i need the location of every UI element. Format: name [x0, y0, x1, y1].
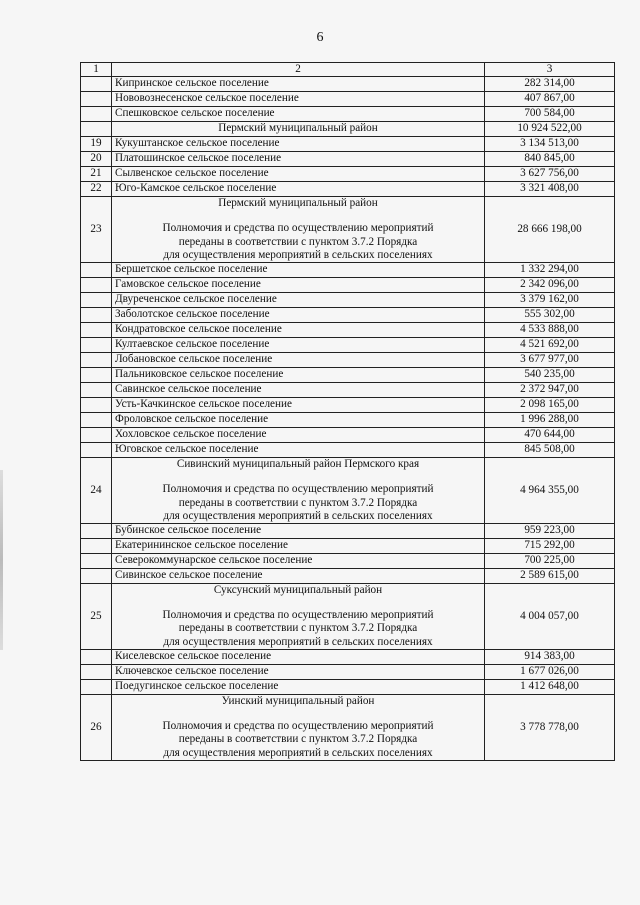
row-number: 22 [81, 182, 112, 197]
district-note-line: для осуществления мероприятий в сельских поселениях [163, 635, 433, 648]
amount-value: 3 677 977,00 [485, 353, 615, 368]
settlement-name: Кипринское сельское поселение [112, 77, 485, 92]
row-number [81, 538, 112, 553]
table-row [81, 182, 615, 197]
amount-value: 3 134 513,00 [485, 137, 615, 152]
table-row [81, 353, 615, 368]
row-number [81, 293, 112, 308]
table-row [81, 538, 615, 553]
amount-value: 2 589 615,00 [485, 568, 615, 583]
table-row [81, 107, 615, 122]
district-note-line: переданы в соответствии с пунктом 3.7.2 Порядка [178, 496, 418, 509]
settlement-name: Култаевское сельское поселение [112, 338, 485, 353]
table-row [81, 278, 615, 293]
row-number [81, 278, 112, 293]
settlement-name: Бубинское сельское поселение [112, 523, 485, 538]
table-row [81, 443, 615, 458]
district-name: Суксунский муниципальный район [213, 583, 383, 596]
budget-table [80, 62, 615, 761]
district-name: Пермский муниципальный район [218, 197, 378, 210]
settlement-name: Поедугинское сельское поселение [112, 679, 485, 694]
row-number [81, 649, 112, 664]
table-row [81, 308, 615, 323]
amount-value: 4 521 692,00 [485, 338, 615, 353]
scan-edge-shadow [0, 470, 3, 650]
district-block-description [112, 694, 485, 760]
table-row [81, 398, 615, 413]
amount-value: 959 223,00 [485, 523, 615, 538]
district-note-line: для осуществления мероприятий в сельских поселениях [163, 248, 433, 261]
amount-value: 914 383,00 [485, 649, 615, 664]
settlement-name: Юговское сельское поселение [112, 443, 485, 458]
district-note-line: Полномочия и средства по осуществлению мероприятий [162, 609, 434, 622]
table-row [81, 263, 615, 278]
district-block-description [112, 197, 485, 263]
amount-value: 700 584,00 [485, 107, 615, 122]
district-name: Пермский муниципальный район [112, 122, 485, 137]
row-number [81, 308, 112, 323]
district-total-row [81, 122, 615, 137]
row-number [81, 107, 112, 122]
page-number: 6 [316, 30, 324, 45]
table-row [81, 293, 615, 308]
row-number: 19 [81, 137, 112, 152]
district-note-line: Полномочия и средства по осуществлению мероприятий [162, 720, 434, 733]
amount-value: 282 314,00 [485, 77, 615, 92]
settlement-name: Кондратовское сельское поселение [112, 323, 485, 338]
settlement-name: Северокоммунарское сельское поселение [112, 553, 485, 568]
settlement-name: Сылвенское сельское поселение [112, 167, 485, 182]
amount-value: 845 508,00 [485, 443, 615, 458]
settlement-name: Фроловское сельское поселение [112, 413, 485, 428]
district-block-row [81, 197, 615, 263]
row-number [81, 338, 112, 353]
row-number [81, 323, 112, 338]
district-name: Сивинский муниципальный район Пермского края [176, 458, 420, 471]
row-number [81, 428, 112, 443]
row-number [81, 77, 112, 92]
row-number [81, 383, 112, 398]
table-row [81, 167, 615, 182]
amount-value: 4 533 888,00 [485, 323, 615, 338]
amount-value: 700 225,00 [485, 553, 615, 568]
header-cell-amount: 3 [485, 63, 615, 77]
table-row [81, 649, 615, 664]
row-number [81, 368, 112, 383]
district-note-line: переданы в соответствии с пунктом 3.7.2 Порядка [178, 235, 418, 248]
district-note-line: Полномочия и средства по осуществлению мероприятий [162, 483, 434, 496]
settlement-name: Нововознесенское сельское поселение [112, 92, 485, 107]
settlement-name: Двуреченское сельское поселение [112, 293, 485, 308]
amount-value: 28 666 198,00 [485, 197, 615, 263]
settlement-name: Хохловское сельское поселение [112, 428, 485, 443]
amount-value: 1 677 026,00 [485, 664, 615, 679]
header-cell-name: 2 [112, 63, 485, 77]
amount-value: 2 342 096,00 [485, 278, 615, 293]
settlement-name: Заболотское сельское поселение [112, 308, 485, 323]
amount-value: 3 321 408,00 [485, 182, 615, 197]
district-block-row [81, 458, 615, 524]
row-number [81, 263, 112, 278]
amount-value: 10 924 522,00 [485, 122, 615, 137]
row-number: 23 [81, 197, 112, 263]
row-number [81, 553, 112, 568]
settlement-name: Платошинское сельское поселение [112, 152, 485, 167]
amount-value: 555 302,00 [485, 308, 615, 323]
district-note-line: для осуществления мероприятий в сельских поселениях [163, 746, 433, 759]
district-note-line: для осуществления мероприятий в сельских поселениях [163, 509, 433, 522]
settlement-name: Сивинское сельское поселение [112, 568, 485, 583]
table-row [81, 568, 615, 583]
amount-value: 3 379 162,00 [485, 293, 615, 308]
table-row [81, 92, 615, 107]
district-block-description [112, 458, 485, 524]
amount-value: 540 235,00 [485, 368, 615, 383]
district-block-row [81, 583, 615, 649]
amount-value: 4 964 355,00 [485, 458, 615, 524]
amount-value: 1 412 648,00 [485, 679, 615, 694]
row-number [81, 679, 112, 694]
row-number [81, 398, 112, 413]
settlement-name: Гамовское сельское поселение [112, 278, 485, 293]
table-row [81, 77, 615, 92]
row-number: 24 [81, 458, 112, 524]
settlement-name: Юго-Камское сельское поселение [112, 182, 485, 197]
district-block-row [81, 694, 615, 760]
row-number: 26 [81, 694, 112, 760]
table-row [81, 323, 615, 338]
amount-value: 840 845,00 [485, 152, 615, 167]
table-body [81, 77, 615, 761]
amount-value: 1 996 288,00 [485, 413, 615, 428]
row-number [81, 92, 112, 107]
settlement-name: Ключевское сельское поселение [112, 664, 485, 679]
amount-value: 4 004 057,00 [485, 583, 615, 649]
row-number [81, 353, 112, 368]
district-note-line: переданы в соответствии с пунктом 3.7.2 Порядка [178, 733, 418, 746]
row-number: 20 [81, 152, 112, 167]
settlement-name: Киселевское сельское поселение [112, 649, 485, 664]
row-number [81, 122, 112, 137]
settlement-name: Пальниковское сельское поселение [112, 368, 485, 383]
table-row [81, 368, 615, 383]
table-row [81, 338, 615, 353]
district-name: Уинский муниципальный район [221, 694, 375, 707]
table-row [81, 152, 615, 167]
header-cell-number: 1 [81, 63, 112, 77]
amount-value: 470 644,00 [485, 428, 615, 443]
district-note-line: Полномочия и средства по осуществлению мероприятий [162, 222, 434, 235]
district-block-description [112, 583, 485, 649]
amount-value: 1 332 294,00 [485, 263, 615, 278]
row-number [81, 443, 112, 458]
amount-value: 2 372 947,00 [485, 383, 615, 398]
table-row [81, 664, 615, 679]
district-note-line: переданы в соответствии с пунктом 3.7.2 Порядка [178, 622, 418, 635]
amount-value: 3 778 778,00 [485, 694, 615, 760]
row-number [81, 523, 112, 538]
settlement-name: Усть-Качкинское сельское поселение [112, 398, 485, 413]
settlement-name: Кукуштанское сельское поселение [112, 137, 485, 152]
settlement-name: Лобановское сельское поселение [112, 353, 485, 368]
amount-value: 715 292,00 [485, 538, 615, 553]
row-number: 25 [81, 583, 112, 649]
table-row [81, 523, 615, 538]
amount-value: 3 627 756,00 [485, 167, 615, 182]
amount-value: 407 867,00 [485, 92, 615, 107]
row-number [81, 413, 112, 428]
table-row [81, 413, 615, 428]
row-number [81, 568, 112, 583]
table-row [81, 679, 615, 694]
settlement-name: Екатерининское сельское поселение [112, 538, 485, 553]
table-row [81, 428, 615, 443]
amount-value: 2 098 165,00 [485, 398, 615, 413]
row-number: 21 [81, 167, 112, 182]
table-row [81, 553, 615, 568]
row-number [81, 664, 112, 679]
settlement-name: Савинское сельское поселение [112, 383, 485, 398]
settlement-name: Бершетское сельское поселение [112, 263, 485, 278]
table-row [81, 383, 615, 398]
table-header-row [81, 63, 615, 77]
settlement-name: Спешковское сельское поселение [112, 107, 485, 122]
table-row [81, 137, 615, 152]
